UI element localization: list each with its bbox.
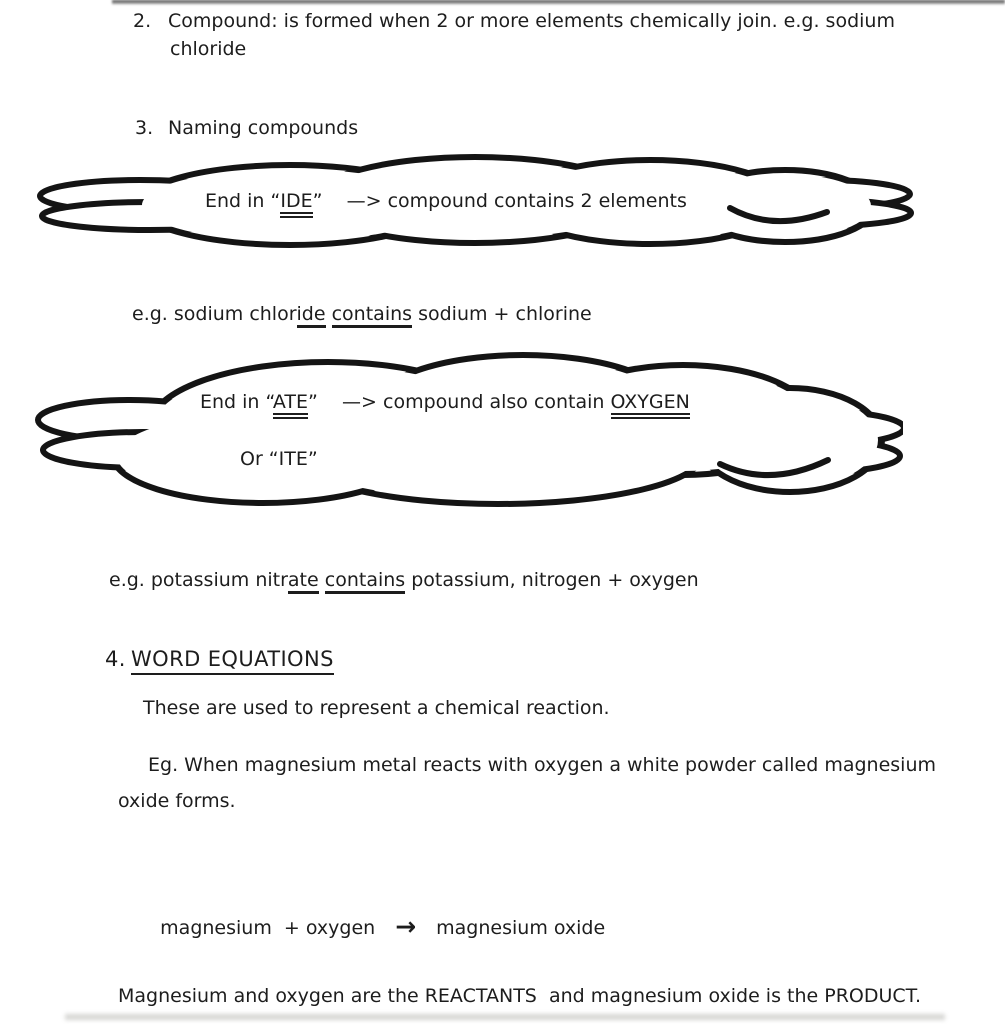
cloud-ate-line2: Or “ITE” bbox=[240, 448, 318, 470]
example-potassium-nitrate: e.g. potassium nitrate contains potassium, nitrogen + oxygen bbox=[109, 569, 699, 593]
list-item-3-number: 3. bbox=[135, 117, 154, 139]
section-4-heading: WORD EQUATIONS bbox=[131, 646, 334, 672]
section-4-para1: These are used to represent a chemical reaction. bbox=[143, 697, 610, 719]
equation-arrow-icon: → bbox=[395, 911, 417, 941]
list-item-2-number: 2. bbox=[133, 10, 152, 32]
scan-artifact-bottom bbox=[65, 1014, 945, 1020]
section-4-number: 4. bbox=[105, 647, 126, 671]
equation-product: magnesium oxide bbox=[436, 916, 606, 939]
cloud-ide-text: End in “IDE” —> compound contains 2 elements bbox=[205, 190, 687, 214]
list-item-2-line2: chloride bbox=[170, 38, 247, 60]
list-item-3-label: Naming compounds bbox=[168, 117, 359, 139]
section-4-para2-line1: Eg. When magnesium metal reacts with oxygen a white powder called magnesium bbox=[148, 754, 936, 776]
cloud-ate-line1: End in “ATE” —> compound also contain OXYGEN bbox=[200, 391, 690, 415]
example-sodium-chloride: e.g. sodium chloride contains sodium + chlorine bbox=[132, 303, 592, 327]
scan-artifact-top bbox=[112, 0, 1005, 5]
reactants-product-summary: Magnesium and oxygen are the REACTANTS and magnesium oxide is the PRODUCT. bbox=[118, 985, 922, 1007]
section-4-para2-line2: oxide forms. bbox=[118, 790, 236, 812]
cloud-outline-ate bbox=[28, 346, 903, 508]
list-item-2-line1: Compound: is formed when 2 or more elements chemically join. e.g. sodium bbox=[168, 10, 895, 32]
equation-reactants: magnesium + oxygen bbox=[160, 916, 376, 939]
word-equation bbox=[136, 886, 605, 965]
